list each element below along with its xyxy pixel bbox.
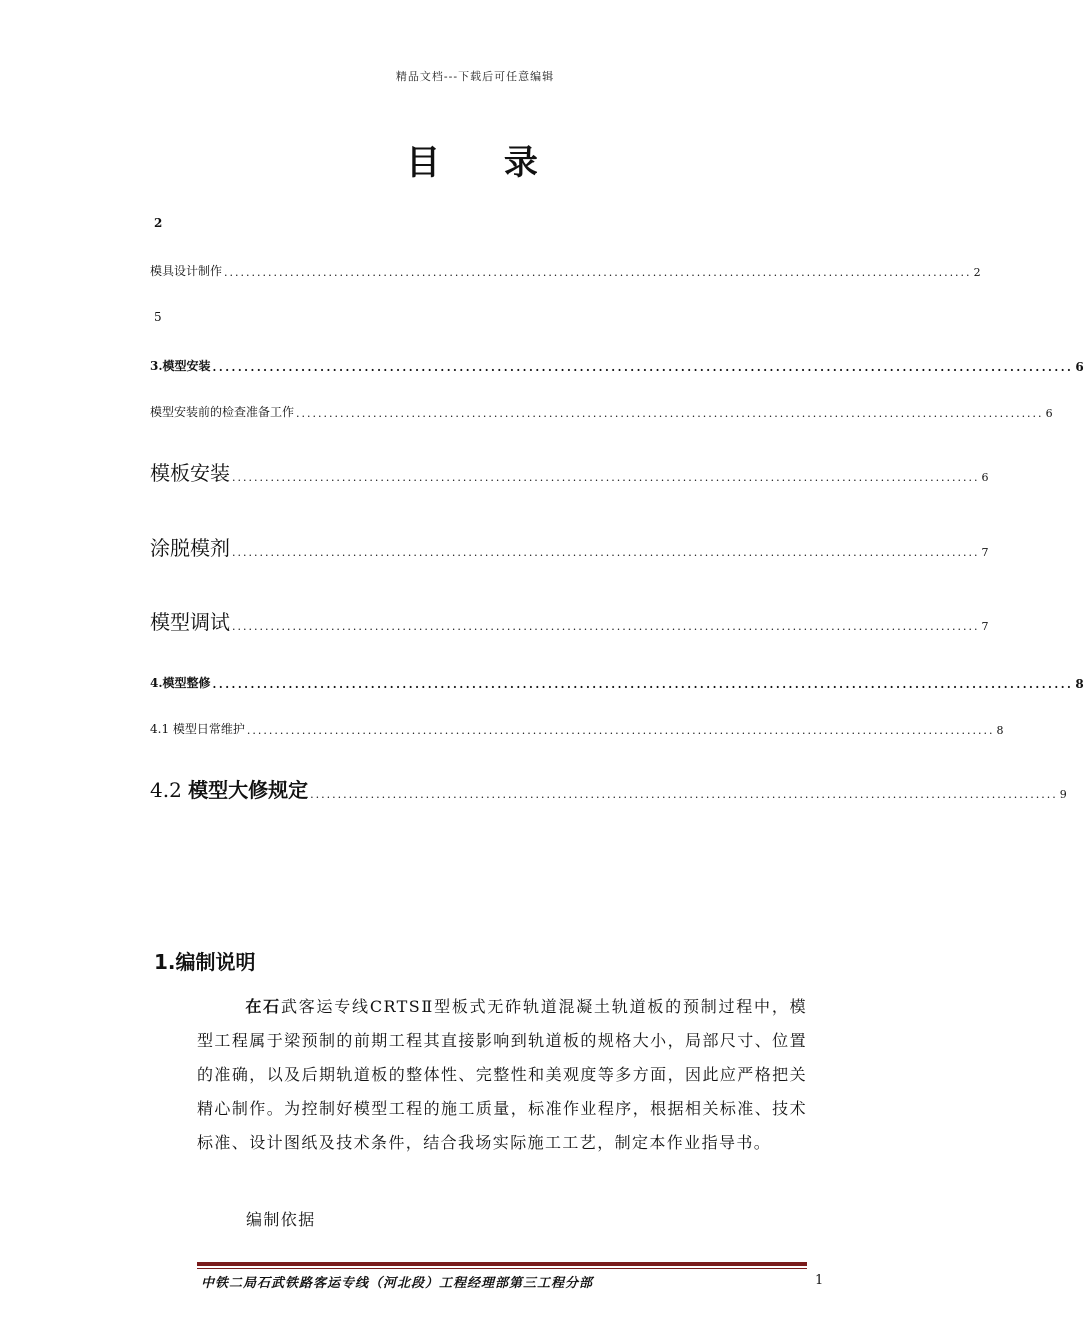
toc-leader: ........................................................................................................................................ xyxy=(310,788,1058,801)
footer-page-number: 1 xyxy=(815,1273,824,1288)
footer-divider-thin xyxy=(197,1268,807,1269)
toc-entry[interactable] xyxy=(150,457,989,486)
toc-entry-page: 7 xyxy=(981,620,989,633)
body-paragraph xyxy=(197,990,807,1160)
toc-entry[interactable] xyxy=(150,403,1053,420)
toc-entry[interactable] xyxy=(150,720,1004,737)
toc-leader: ........................................................................................................................................ xyxy=(212,361,1074,374)
footer-text: 中铁二局石武铁路客运专线（河北段）工程经理部第三工程分部 xyxy=(201,1276,594,1291)
toc-leader: ........................................................................................................................................ xyxy=(232,471,980,484)
toc-entry-label: 涂脱模剂 xyxy=(150,536,230,560)
toc-entry-page: 7 xyxy=(981,546,989,559)
toc-entry[interactable] xyxy=(150,774,1067,803)
toc-title: 目 录 xyxy=(406,143,544,183)
toc-leader: ........................................................................................................................................ xyxy=(224,266,972,279)
toc-entry-label xyxy=(150,774,308,803)
toc-entry-label: 模板安装 xyxy=(150,461,230,485)
section-heading: 1.编制说明 xyxy=(154,950,256,974)
subheading: 编制依据 xyxy=(246,1210,316,1229)
toc-leader: ........................................................................................................................................ xyxy=(296,407,1044,420)
toc-entry-label: 3.模型安装 xyxy=(150,359,211,373)
toc-entry-title: 模型大修规定 xyxy=(188,778,309,802)
footer-divider xyxy=(197,1262,807,1266)
toc-entry-page: 6 xyxy=(981,471,989,484)
toc-entry[interactable] xyxy=(150,606,989,635)
toc-entry-page: 8 xyxy=(1075,677,1084,691)
toc-leader: ........................................................................................................................................ xyxy=(232,546,980,559)
toc-entry-label: 4.1 模型日常维护 xyxy=(150,722,245,736)
toc-leader: ........................................................................................................................................ xyxy=(232,620,980,633)
toc-standalone-number: 5 xyxy=(154,310,162,324)
toc-entry-label: 模型调试 xyxy=(150,610,230,634)
toc-entry[interactable] xyxy=(150,262,981,279)
toc-entry-label: 模具设计制作 xyxy=(150,264,223,278)
toc-standalone-number: 2 xyxy=(154,216,163,230)
toc-entry-page: 9 xyxy=(1059,788,1067,801)
toc-entry-page: 6 xyxy=(1075,360,1084,374)
toc-entry-page: 2 xyxy=(973,266,981,279)
toc-entry[interactable] xyxy=(150,532,989,561)
toc-entry-page: 8 xyxy=(996,724,1004,737)
toc-entry-page: 6 xyxy=(1045,407,1053,420)
toc-leader: ........................................................................................................................................ xyxy=(246,724,995,737)
toc-entry[interactable] xyxy=(150,674,1084,691)
toc-entry-number: 4.2 xyxy=(150,778,189,802)
toc-entry[interactable] xyxy=(150,357,1084,374)
toc-entry-label: 4.模型整修 xyxy=(150,676,211,690)
toc-entry-label: 模型安装前的检查准备工作 xyxy=(150,405,295,419)
header-note: 精品文档---下载后可任意编辑 xyxy=(395,70,555,83)
paragraph-bold-start: 在石 xyxy=(245,997,281,1016)
toc-leader: ........................................................................................................................................ xyxy=(212,678,1074,691)
paragraph-text: 武客运专线CRTSⅡ型板式无砟轨道混凝土轨道板的预制过程中，模型工程属于梁预制的前期工程其直接影响到轨道板的规格大小，局部尺寸、位置的准确，以及后期轨道板的整体性、完整性和美观度等多方面，因此应严格把关精心制作。为控制好模型工程的施工质量，标准作业程序，根据相关标准、技术标准、设计图纸及技术条件，结合我场实际施工工艺，制定本作业指导书。 xyxy=(197,997,807,1152)
